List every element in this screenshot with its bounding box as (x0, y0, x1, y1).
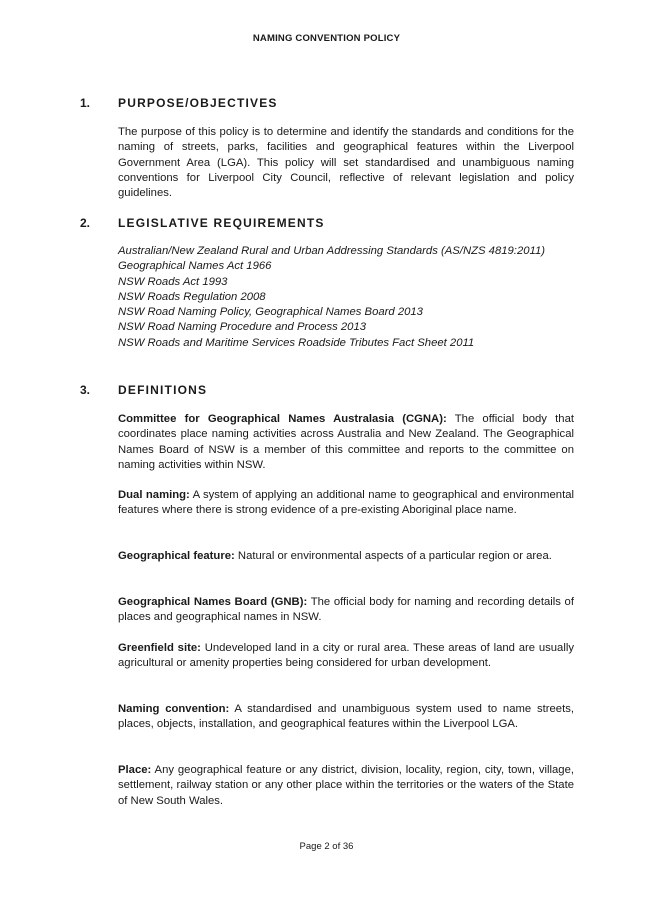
definition-cgna (118, 412, 574, 473)
definition-text: Any geographical feature or any district, division, locality, region, city, town, village, settlement, railway station or any other place within the territories or the waters of the State of New South Wales. (118, 764, 574, 807)
legislation-item: NSW Roads Act 1993 (118, 275, 228, 288)
definition-term: Naming convention: (118, 703, 230, 715)
definition-text: A system of applying an additional name to geographical and environmental features where there is strong evidence of a pre-existing Aboriginal place name. (118, 489, 574, 517)
definition-term: Dual naming: (118, 489, 190, 501)
section-title: DEFINITIONS (118, 383, 208, 397)
definition-text: Undeveloped land in a city or rural area. These areas of land are usually agricultural or amenity properties being considered for urban development. (118, 642, 574, 670)
legislation-item: NSW Road Naming Procedure and Process 2013 (118, 321, 367, 334)
section-number: 1. (80, 96, 91, 110)
section-title: LEGISLATIVE REQUIREMENTS (118, 216, 325, 230)
definition-geographical-feature (118, 549, 574, 564)
definition-place (118, 763, 574, 809)
definition-term: Place: (118, 764, 152, 776)
definition-term: Geographical Names Board (GNB): (118, 596, 308, 608)
definition-text: The official body that coordinates place naming activities across Australia and New Zealand. The Geographical Names Board of NSW is a member of this committee and reports to the committee on naming activities within NSW. (118, 413, 575, 471)
page-header: NAMING CONVENTION POLICY (252, 33, 401, 44)
purpose-paragraph: The purpose of this policy is to determine and identify the standards and conditions for the naming of streets, parks, facilities and geographical features within the Liverpool Government Area (LGA). This policy will set standardised and unambiguous naming conventions for Liverpool City Council, reflective of relevant legislation and policy guidelines. (118, 126, 574, 200)
section-number: 3. (80, 383, 91, 397)
legislation-list (118, 244, 578, 351)
definition-dual-naming (118, 488, 574, 519)
section-number: 2. (80, 216, 91, 230)
legislation-item: NSW Roads Regulation 2008 (118, 290, 266, 303)
legislation-item: Geographical Names Act 1966 (118, 260, 272, 273)
definition-term: Greenfield site: (118, 642, 201, 654)
definition-text: A standardised and unambiguous system used to name streets, places, objects, installation, and geographical features within the Liverpool LGA. (118, 703, 574, 731)
definition-term: Geographical feature: (118, 550, 235, 562)
legislation-item: NSW Roads and Maritime Services Roadside Tributes Fact Sheet 2011 (118, 336, 475, 349)
legislation-item: Australian/New Zealand Rural and Urban Addressing Standards (AS/NZS 4819:2011) (118, 245, 546, 257)
definition-text: Natural or environmental aspects of a particular region or area. (237, 550, 552, 562)
definition-gnb (118, 595, 574, 626)
definition-text: The official body for naming and recording details of places and geographical names in NSW. (118, 596, 574, 624)
definition-naming-convention (118, 702, 574, 733)
page-number: Page 2 of 36 (299, 841, 354, 852)
legislation-item: NSW Road Naming Policy, Geographical Names Board 2013 (118, 306, 423, 319)
section-title: PURPOSE/OBJECTIVES (118, 96, 278, 110)
definition-greenfield-site (118, 641, 574, 672)
definition-term: Committee for Geographical Names Australasia (CGNA): (118, 413, 447, 425)
